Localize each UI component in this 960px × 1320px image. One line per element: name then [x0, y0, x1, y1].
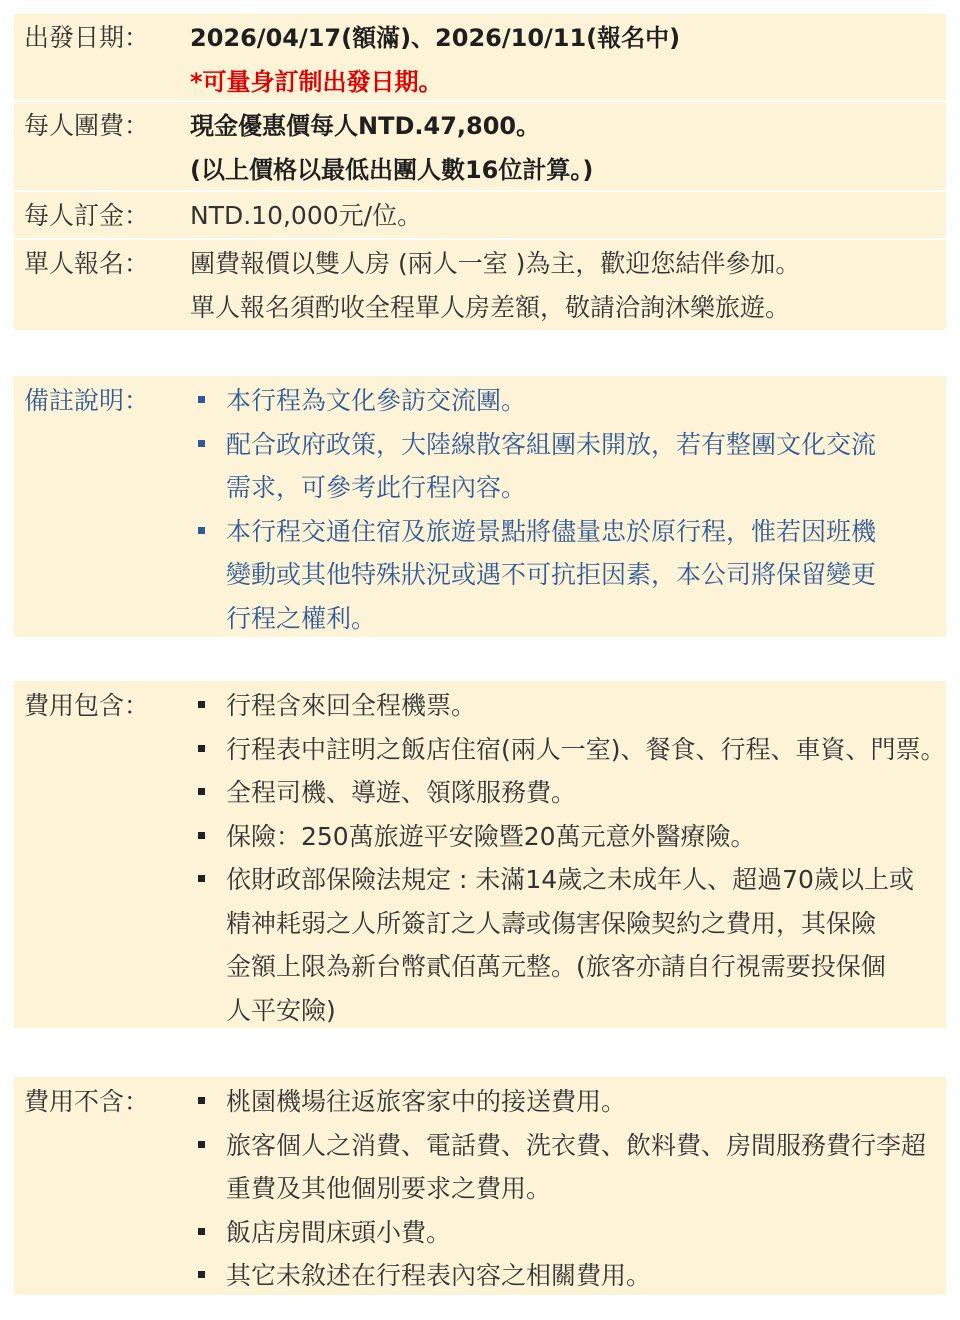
- fee-included-section: [14, 681, 946, 1028]
- fee-excluded-list: [190, 1080, 936, 1298]
- bullet-icon: [198, 1228, 205, 1235]
- tour-price-row: [14, 102, 946, 192]
- bullet-icon: [198, 1097, 205, 1104]
- bullet-icon: [198, 701, 205, 708]
- bullet-icon: [198, 875, 205, 882]
- list-item: 本行程交通住宿及旅遊景點將儘量忠於原行程，惟若因班機 變動或其他特殊狀況或遇不可抗拒因素，本公司將保留變更 行程之權利。: [226, 510, 936, 641]
- list-item: 全程司機、導遊、領隊服務費。: [226, 771, 936, 815]
- deposit-amount: NTD.10,000元/位。: [190, 201, 423, 230]
- departure-date-label: 出發日期：: [24, 23, 150, 52]
- list-item: 旅客個人之消費、電話費、洗衣費、飲料費、房間服務費行李超 重費及其他個別要求之費用。: [226, 1124, 936, 1211]
- deposit-label: 每人訂金：: [24, 201, 150, 230]
- departure-dates: 2026/04/17(額滿)、2026/10/11(報名中): [190, 24, 681, 52]
- remarks-label: 備註說明：: [24, 386, 150, 415]
- list-item: 依財政部保險法規定 : 未滿14歲之未成年人、超過70歲以上或 精神耗弱之人所簽訂之人壽或傷害保險契約之費用，其保險 金額上限為新台幣貳佰萬元整。(旅客亦請自行視需要投保個 人平安險): [226, 858, 936, 1032]
- bullet-icon: [198, 832, 205, 839]
- fee-included-label: 費用包含：: [24, 691, 150, 720]
- list-item: 配合政府政策，大陸線散客組團未開放，若有整團文化交流 需求，可參考此行程內容。: [226, 423, 936, 510]
- list-item: 桃園機場往返旅客家中的接送費用。: [226, 1080, 936, 1124]
- bullet-icon: [198, 788, 205, 795]
- fee-excluded-section: [14, 1077, 946, 1295]
- list-item: 行程表中註明之飯店住宿(兩人一室)、餐食、行程、車資、門票。: [226, 728, 936, 772]
- fee-included-list: [190, 684, 946, 1032]
- single-signup-row: [14, 240, 946, 330]
- list-item: 行程含來回全程機票。: [226, 684, 936, 728]
- bullet-icon: [198, 440, 205, 447]
- single-signup-label: 單人報名：: [24, 249, 150, 278]
- bullet-icon: [198, 1141, 205, 1148]
- custom-date-note: *可量身訂制出發日期。: [190, 68, 443, 96]
- list-item: 保險：250萬旅遊平安險暨20萬元意外醫療險。: [226, 815, 936, 859]
- list-item: 飯店房間床頭小費。: [226, 1211, 936, 1255]
- fee-excluded-label: 費用不含：: [24, 1087, 150, 1116]
- departure-date-row: [14, 14, 946, 102]
- remarks-list: [190, 379, 936, 640]
- deposit-row: [14, 192, 946, 240]
- tour-price-label: 每人團費：: [24, 111, 150, 140]
- tour-info-table: [14, 14, 946, 330]
- single-signup-text-2: 單人報名須酌收全程單人房差額，敬請洽詢沐樂旅遊。: [190, 293, 791, 322]
- bullet-icon: [198, 396, 205, 403]
- list-item: 其它未敘述在行程表內容之相關費用。: [226, 1254, 936, 1298]
- remarks-section: [14, 376, 946, 637]
- single-signup-text-1: 團費報價以雙人房 (兩人一室 )為主，歡迎您結伴參加。: [190, 249, 801, 278]
- bullet-icon: [198, 745, 205, 752]
- cash-price: 現金優惠價每人NTD.47,800。: [190, 112, 541, 140]
- list-item: 本行程為文化參訪交流團。: [226, 379, 936, 423]
- bullet-icon: [198, 527, 205, 534]
- price-basis-note: (以上價格以最低出團人數16位計算。): [190, 156, 594, 184]
- bullet-icon: [198, 1271, 205, 1278]
